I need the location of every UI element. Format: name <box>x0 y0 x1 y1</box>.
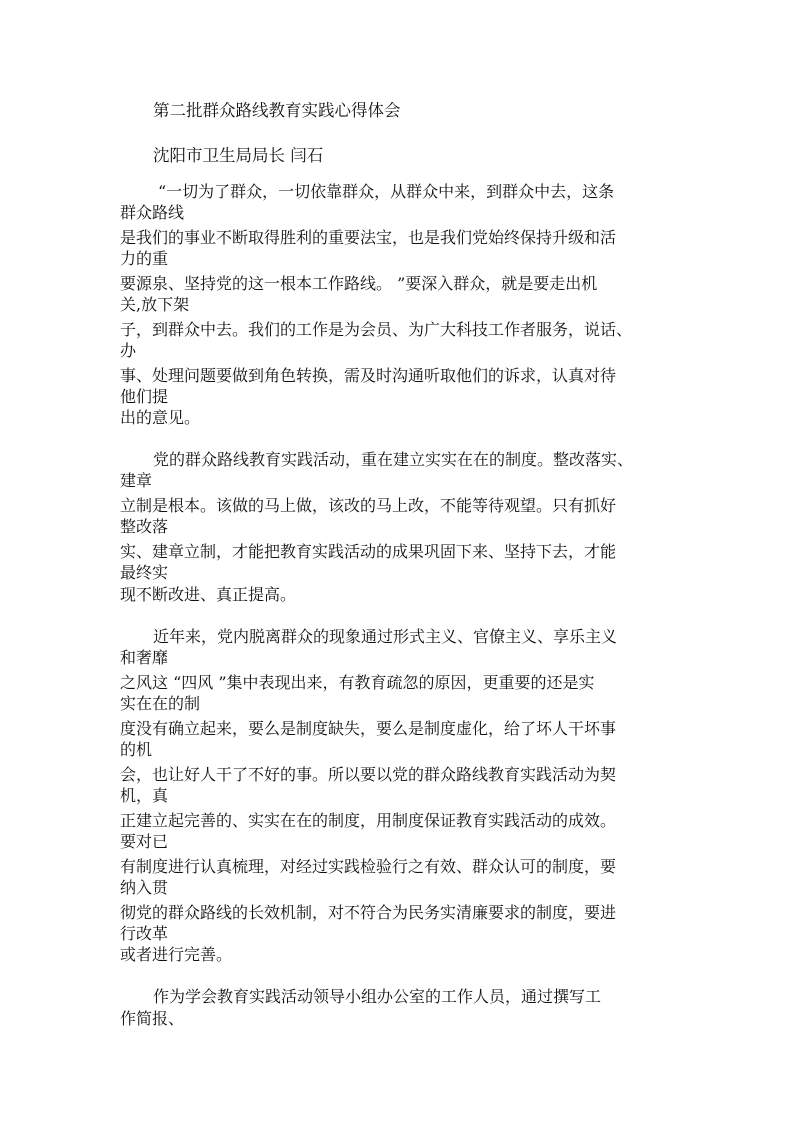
paragraph-line: 纳入贯 <box>120 878 169 897</box>
paragraph-line: 要源泉、坚持党的这一根本工作路线。 ”要深入群众，就是要走出机 <box>120 274 598 293</box>
paragraph-line: 出的意见。 <box>120 408 201 427</box>
paragraph-line: 行改革 <box>120 924 169 943</box>
paragraph-line: 实、建章立制，才能把教育实践活动的成果巩固下来、坚持下去，才能 <box>120 542 617 561</box>
paragraph-line: 现不断改进、真正提高。 <box>120 585 297 604</box>
paragraph-line: 有制度进行认真梳理，对经过实践检验行之有效、群众认可的制度，要 <box>120 857 617 876</box>
paragraph-line: 他们提 <box>120 387 169 406</box>
paragraph-line: 子，到群众中去。我们的工作是为会员、为广大科技工作者服务，说话、 <box>120 320 633 339</box>
paragraph-line: 要对已 <box>120 832 169 851</box>
paragraph-line: 的机 <box>120 740 153 759</box>
paragraph-line: 群众路线 <box>120 203 185 222</box>
paragraph-line: 建章 <box>120 471 153 490</box>
paragraph-line: 党的群众路线教育实践活动，重在建立实实在在的制度。整改落实、 <box>153 450 634 469</box>
author-line: 沈阳市卫生局局长 闫石 <box>153 146 324 165</box>
paragraph-line: 之风这 “四风 ”集中表现出来，有教育疏忽的原因，更重要的还是实 <box>120 673 595 692</box>
paragraph-line: 事、处理问题要做到角色转换，需及时沟通听取他们的诉求，认真对待 <box>120 366 617 385</box>
paragraph-line: 立制是根本。该做的马上做，该改的马上改，不能等待观望。只有抓好 <box>120 496 617 515</box>
paragraph-line: 彻党的群众路线的长效机制，对不符合为民务实清廉要求的制度，要进 <box>120 903 617 922</box>
paragraph-line: 最终实 <box>120 563 169 582</box>
paragraph-line: 会，也让好人干了不好的事。所以要以党的群众路线教育实践活动为契 <box>120 765 617 784</box>
paragraph-line: 是我们的事业不断取得胜利的重要法宝，也是我们党始终保持升级和活 <box>120 228 617 247</box>
paragraph-line: 度没有确立起来，要么是制度缺失，要么是制度虚化，给了坏人干坏事 <box>120 719 617 738</box>
paragraph-line: 正建立起完善的、实实在在的制度，用制度保证教育实践活动的成效。 <box>120 811 617 830</box>
paragraph-line: 实在在的制 <box>120 694 201 713</box>
paragraph-line: 作为学会教育实践活动领导小组办公室的工作人员，通过撰写工 <box>153 987 602 1006</box>
paragraph-line: “一切为了群众，一切依靠群众，从群众中来，到群众中去，这条 <box>158 182 615 201</box>
paragraph-line: 近年来，党内脱离群众的现象通过形式主义、官僚主义、享乐主义 <box>153 627 618 646</box>
paragraph-line: 和奢靡 <box>120 648 169 667</box>
paragraph-line: 办 <box>120 341 137 360</box>
page-title: 第二批群众路线教育实践心得体会 <box>153 101 401 120</box>
paragraph-line: 整改落 <box>120 517 169 536</box>
paragraph-line: 机，真 <box>120 786 169 805</box>
paragraph-line: 力的重 <box>120 249 169 268</box>
paragraph-line: 关,放下架 <box>120 295 190 314</box>
paragraph-line: 或者进行完善。 <box>120 945 233 964</box>
paragraph-line: 作简报、 <box>120 1009 185 1028</box>
